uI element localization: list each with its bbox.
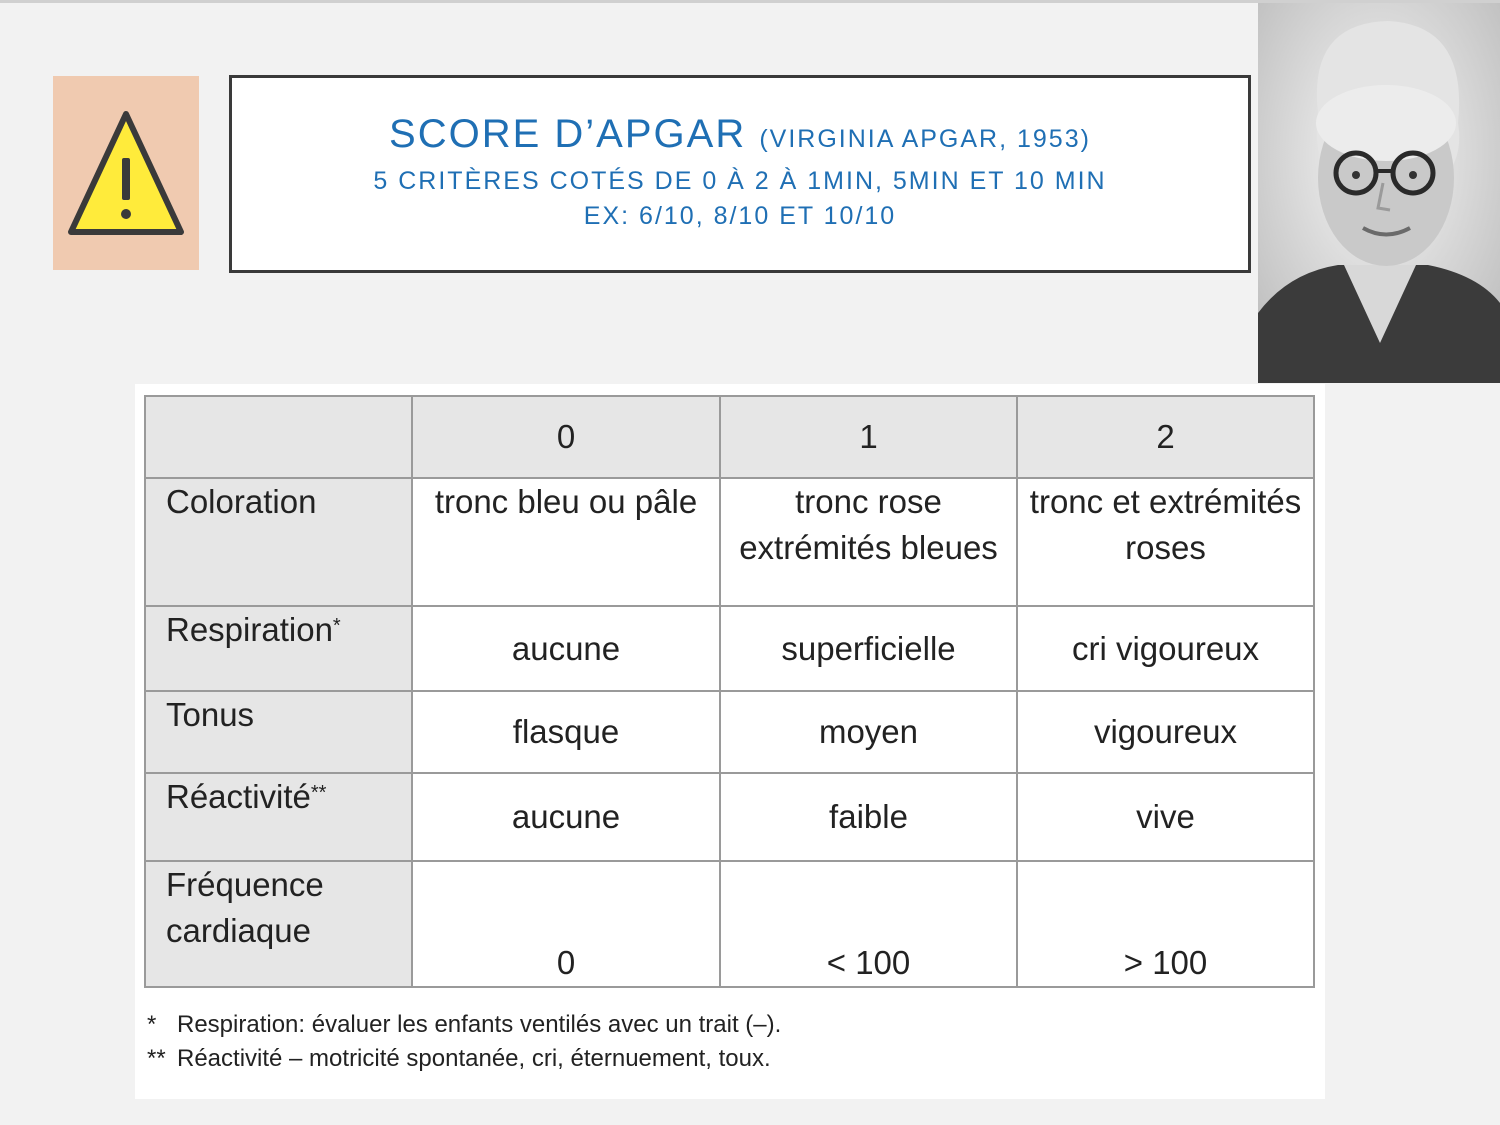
virginia-apgar-portrait xyxy=(1258,3,1500,383)
row-label xyxy=(145,691,412,773)
table-cell: tronc bleu ou pâle xyxy=(412,478,720,606)
table-row xyxy=(145,773,1314,861)
header-cell-score-0: 0 xyxy=(412,396,720,478)
row-label-text: Réactivité xyxy=(166,778,311,815)
table-row xyxy=(145,861,1314,987)
table-header-row xyxy=(145,396,1314,478)
row-label-text: Coloration xyxy=(166,483,317,520)
row-label-text: Respiration xyxy=(166,611,333,648)
table-cell: tronc rose extrémités bleues xyxy=(720,478,1017,606)
table-row xyxy=(145,691,1314,773)
table-cell: superficielle xyxy=(720,606,1017,691)
row-label xyxy=(145,861,412,987)
footnote-mark: ** xyxy=(310,782,327,804)
table-cell: faible xyxy=(720,773,1017,861)
warning-panel xyxy=(53,76,199,270)
table-cell: moyen xyxy=(720,691,1017,773)
criteria-line: 5 CRITÈRES COTÉS DE 0 À 2 À 1MIN, 5MIN ET 10 MIN xyxy=(373,166,1107,195)
row-label xyxy=(145,606,412,691)
table-cell: flasque xyxy=(412,691,720,773)
row-label-text: Fréquence cardiaque xyxy=(166,866,324,949)
table-row xyxy=(145,478,1314,606)
warning-triangle-icon xyxy=(67,108,185,240)
title-box xyxy=(229,75,1251,273)
apgar-table xyxy=(144,395,1315,988)
title-line xyxy=(389,109,1091,164)
footnote-mark: * xyxy=(147,1011,157,1038)
table-cell: < 100 xyxy=(720,861,1017,987)
table-cell: aucune xyxy=(412,606,720,691)
footnote-mark: * xyxy=(332,615,341,637)
footnote-text: Réactivité – motricité spontanée, cri, éternuement, toux. xyxy=(177,1045,771,1072)
header-cell-score-1: 1 xyxy=(720,396,1017,478)
page-subtitle: (VIRGINIA APGAR, 1953) xyxy=(759,124,1091,153)
header-cell-empty xyxy=(145,396,412,478)
table-cell: tronc et extrémités roses xyxy=(1017,478,1314,606)
table-cell: cri vigoureux xyxy=(1017,606,1314,691)
footnote-mark: ** xyxy=(147,1045,166,1072)
table-row xyxy=(145,606,1314,691)
table-cell: 0 xyxy=(412,861,720,987)
row-label xyxy=(145,478,412,606)
footnote xyxy=(147,1042,781,1076)
page-title: SCORE D’APGAR xyxy=(389,111,747,156)
header-cell-score-2: 2 xyxy=(1017,396,1314,478)
row-label-text: Tonus xyxy=(166,696,255,733)
row-label xyxy=(145,773,412,861)
apgar-table-card xyxy=(135,384,1325,1099)
footnote-text: Respiration: évaluer les enfants ventilés avec un trait (–). xyxy=(177,1011,782,1038)
table-cell: vive xyxy=(1017,773,1314,861)
table-cell: aucune xyxy=(412,773,720,861)
footnote xyxy=(147,1008,781,1042)
example-line: EX: 6/10, 8/10 ET 10/10 xyxy=(583,201,897,230)
table-cell: vigoureux xyxy=(1017,691,1314,773)
footnotes xyxy=(147,1008,781,1076)
table-cell: > 100 xyxy=(1017,861,1314,987)
